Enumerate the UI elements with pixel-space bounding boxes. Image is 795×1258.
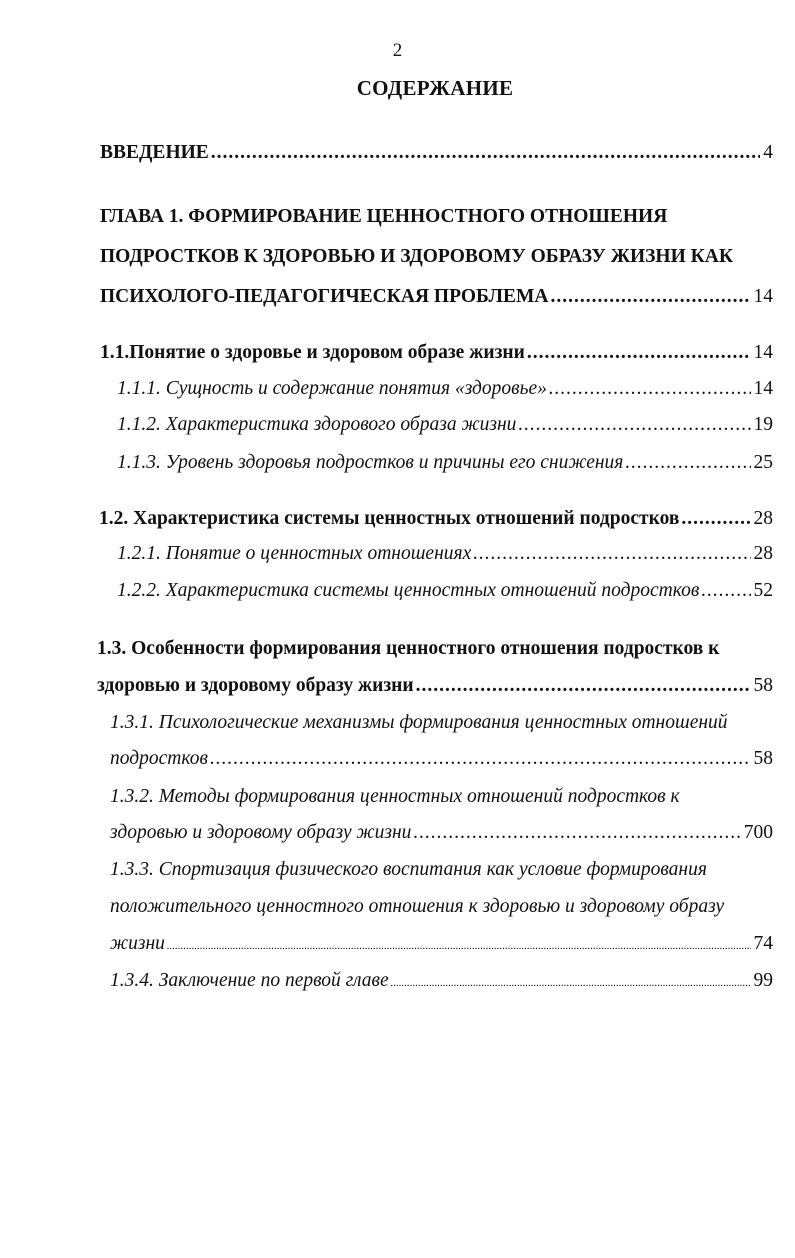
- toc-section-1-2[interactable]: [99, 507, 773, 531]
- dot-leader: [518, 413, 750, 437]
- toc-entry-label: ПСИХОЛОГО-ПЕДАГОГИЧЕСКАЯ ПРОБЛЕМА: [100, 286, 549, 307]
- toc-subsection-1-3-1-line1[interactable]: 1.3.1. Психологические механизмы формирования ценностных отношений: [110, 712, 728, 733]
- page-number: 2: [392, 40, 403, 61]
- toc-entry-page: 700: [743, 822, 773, 843]
- toc-section-1-3-line1[interactable]: 1.3. Особенности формирования ценностного отношения подростков к: [97, 638, 720, 659]
- dot-leader: [473, 542, 750, 566]
- toc-entry-page: 28: [753, 508, 773, 529]
- toc-entry-page: 58: [753, 675, 773, 696]
- toc-entry-page: 14: [753, 378, 773, 399]
- toc-entry-label: подростков: [110, 748, 208, 769]
- toc-entry-page: 58: [753, 748, 773, 769]
- toc-chapter-1-line2[interactable]: ПОДРОСТКОВ К ЗДОРОВЬЮ И ЗДОРОВОМУ ОБРАЗУ ЖИЗНИ КАК: [100, 246, 734, 267]
- toc-entry-page: 4: [763, 142, 773, 163]
- toc-entry-page: 14: [753, 342, 773, 363]
- toc-entry-label: 1.2. Характеристика системы ценностных отношений подростков: [99, 508, 680, 529]
- toc-subsection-1-1-2[interactable]: [117, 413, 773, 437]
- toc-subsection-1-1-1[interactable]: [117, 377, 773, 401]
- toc-entry-label: 1.3.4. Заключение по первой главе: [110, 970, 389, 991]
- toc-entry-label: ВВЕДЕНИЕ: [100, 142, 209, 163]
- dot-leader: [681, 507, 750, 531]
- toc-entry-intro[interactable]: [100, 141, 773, 165]
- dot-leader: [416, 674, 751, 698]
- toc-entry-label: 1.1.2. Характеристика здорового образа жизни: [117, 414, 517, 435]
- toc-chapter-1-line1[interactable]: ГЛАВА 1. ФОРМИРОВАНИЕ ЦЕННОСТНОГО ОТНОШЕНИЯ: [100, 206, 668, 227]
- dot-leader: [701, 579, 750, 603]
- toc-subsection-1-3-3[interactable]: [110, 932, 773, 958]
- toc-entry-label: 1.1.3. Уровень здоровья подростков и причины его снижения: [117, 452, 624, 473]
- dot-leader: [391, 969, 751, 995]
- toc-entry-page: 99: [753, 970, 773, 991]
- dot-leader: [211, 141, 760, 165]
- toc-entry-label: 1.1.1. Сущность и содержание понятия «здоровье»: [117, 378, 547, 399]
- toc-entry-page: 74: [753, 933, 773, 954]
- toc-entry-label: Понятие о здоровье и здоровом образе жизни: [129, 342, 525, 363]
- dot-leader: [167, 932, 751, 958]
- toc-section-1-3[interactable]: [97, 674, 773, 698]
- toc-subsection-1-3-3-line2[interactable]: положительного ценностного отношения к здоровью и здоровому образу: [110, 896, 725, 917]
- toc-entry-number: 1.1.: [100, 342, 130, 363]
- toc-entry-label: здоровью и здоровому образу жизни: [97, 675, 414, 696]
- toc-subsection-1-3-4[interactable]: [110, 969, 773, 995]
- dot-leader: [413, 821, 740, 845]
- toc-entry-page: 25: [753, 452, 773, 473]
- dot-leader: [210, 747, 751, 771]
- toc-subsection-1-3-2-line1[interactable]: 1.3.2. Методы формирования ценностных отношений подростков к: [110, 786, 680, 807]
- dot-leader: [549, 377, 751, 401]
- toc-section-1-1[interactable]: [100, 341, 773, 365]
- toc-subsection-1-2-1[interactable]: [117, 542, 773, 566]
- toc-entry-label: жизни: [110, 933, 165, 954]
- toc-chapter-1[interactable]: [100, 285, 773, 309]
- toc-entry-label: 1.2.1. Понятие о ценностных отношениях: [117, 543, 472, 564]
- toc-subsection-1-3-2[interactable]: [110, 821, 773, 845]
- toc-entry-page: 52: [753, 580, 773, 601]
- dot-leader: [527, 341, 751, 365]
- toc-entry-page: 19: [753, 414, 773, 435]
- dot-leader: [550, 285, 750, 309]
- toc-entry-page: 14: [753, 286, 773, 307]
- toc-entry-page: 28: [753, 543, 773, 564]
- toc-subsection-1-3-1[interactable]: [110, 747, 773, 771]
- toc-subsection-1-2-2[interactable]: [117, 579, 773, 603]
- toc-title: СОДЕРЖАНИЕ: [356, 76, 514, 100]
- toc-entry-label: 1.2.2. Характеристика системы ценностных отношений подростков: [117, 580, 700, 601]
- toc-subsection-1-1-3[interactable]: [117, 451, 773, 475]
- toc-subsection-1-3-3-line1[interactable]: 1.3.3. Спортизация физического воспитания как условие формирования: [110, 859, 707, 880]
- toc-entry-label: здоровью и здоровому образу жизни: [110, 822, 412, 843]
- dot-leader: [625, 451, 750, 475]
